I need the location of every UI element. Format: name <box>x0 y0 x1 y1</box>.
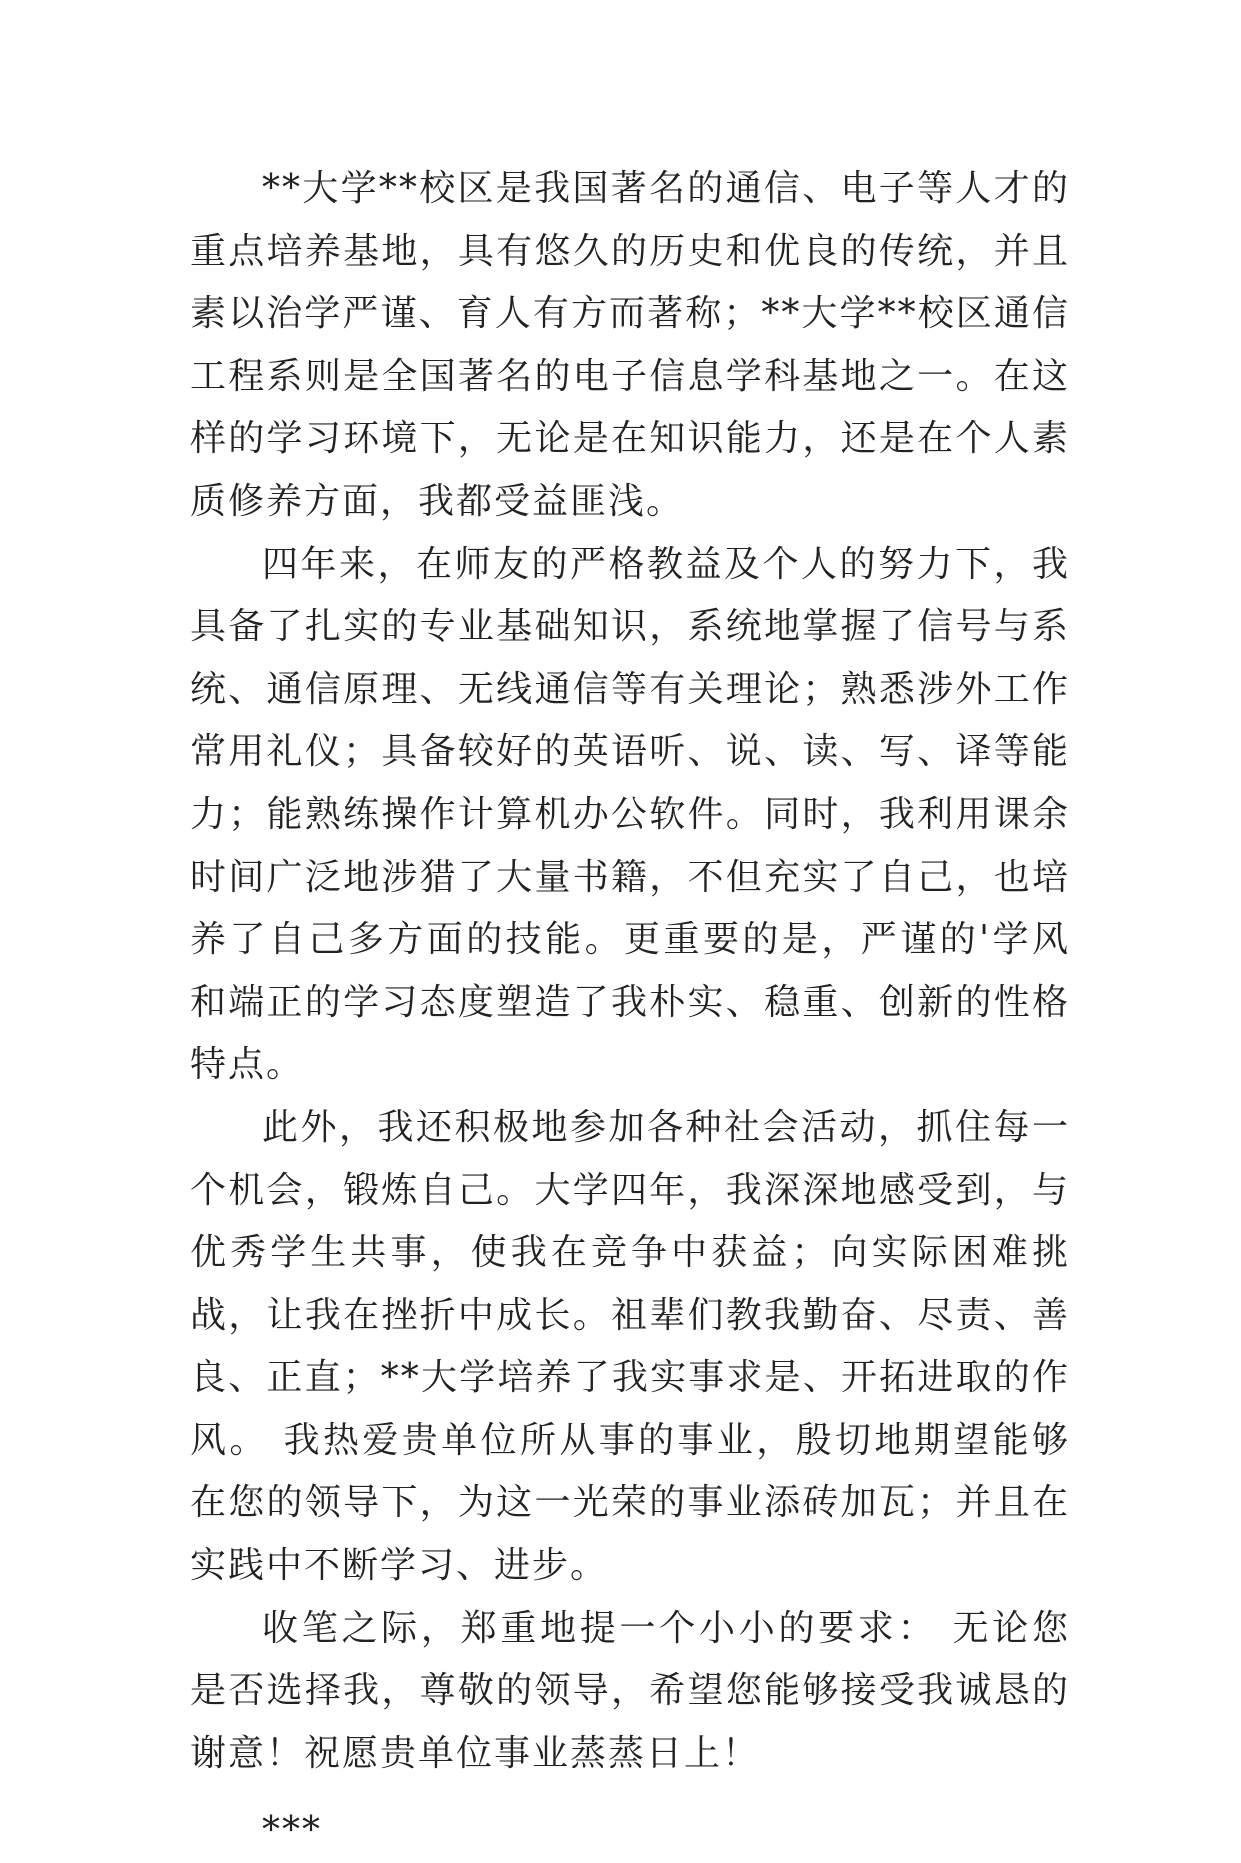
paragraph-closing: 收笔之际，郑重地提一个小小的要求： 无论您是否选择我，尊敬的领导，希望您能够接受我诚恳的谢意！祝愿贵单位事业蒸蒸日上！ <box>190 1607 1070 1774</box>
signature: *** <box>262 1810 322 1852</box>
letter-body <box>190 158 1070 1863</box>
paragraph-activities: 此外，我还积极地参加各种社会活动，抓住每一个机会，锻炼自己。大学四年，我深深地感受到，与优秀学生共事，使我在竞争中获益；向实际困难挑战，让我在挫折中成长。祖辈们教我勤奋、尽责、善良、正直；**大学培养了我实事求是、开拓进取的作风。 我热爱贵单位所从事的事业，殷切地期望能够在您的领导下，为这一光荣的事业添砖加瓦；并且在实践中不断学习、进步。 <box>190 1106 1070 1587</box>
paragraph-school-intro: **大学**校区是我国著名的通信、电子等人才的重点培养基地，具有悠久的历史和优良的传统，并且素以治学严谨、育人有方而著称；**大学**校区通信工程系则是全国著名的电子信息学科基地之一。在这样的学习环境下，无论是在知识能力，还是在个人素质修养方面，我都受益匪浅。 <box>190 168 1070 522</box>
paragraph-four-years: 四年来，在师友的严格教益及个人的努力下，我具备了扎实的专业基础知识，系统地掌握了信号与系统、通信原理、无线通信等有关理论；熟悉涉外工作常用礼仪；具备较好的英语听、说、读、写、译等能力；能熟练操作计算机办公软件。同时，我利用课余时间广泛地涉猎了大量书籍，不但充实了自己，也培养了自己多方面的技能。更重要的是，严谨的'学风和端正的学习态度塑造了我朴实、稳重、创新的性格特点。 <box>190 543 1070 1086</box>
